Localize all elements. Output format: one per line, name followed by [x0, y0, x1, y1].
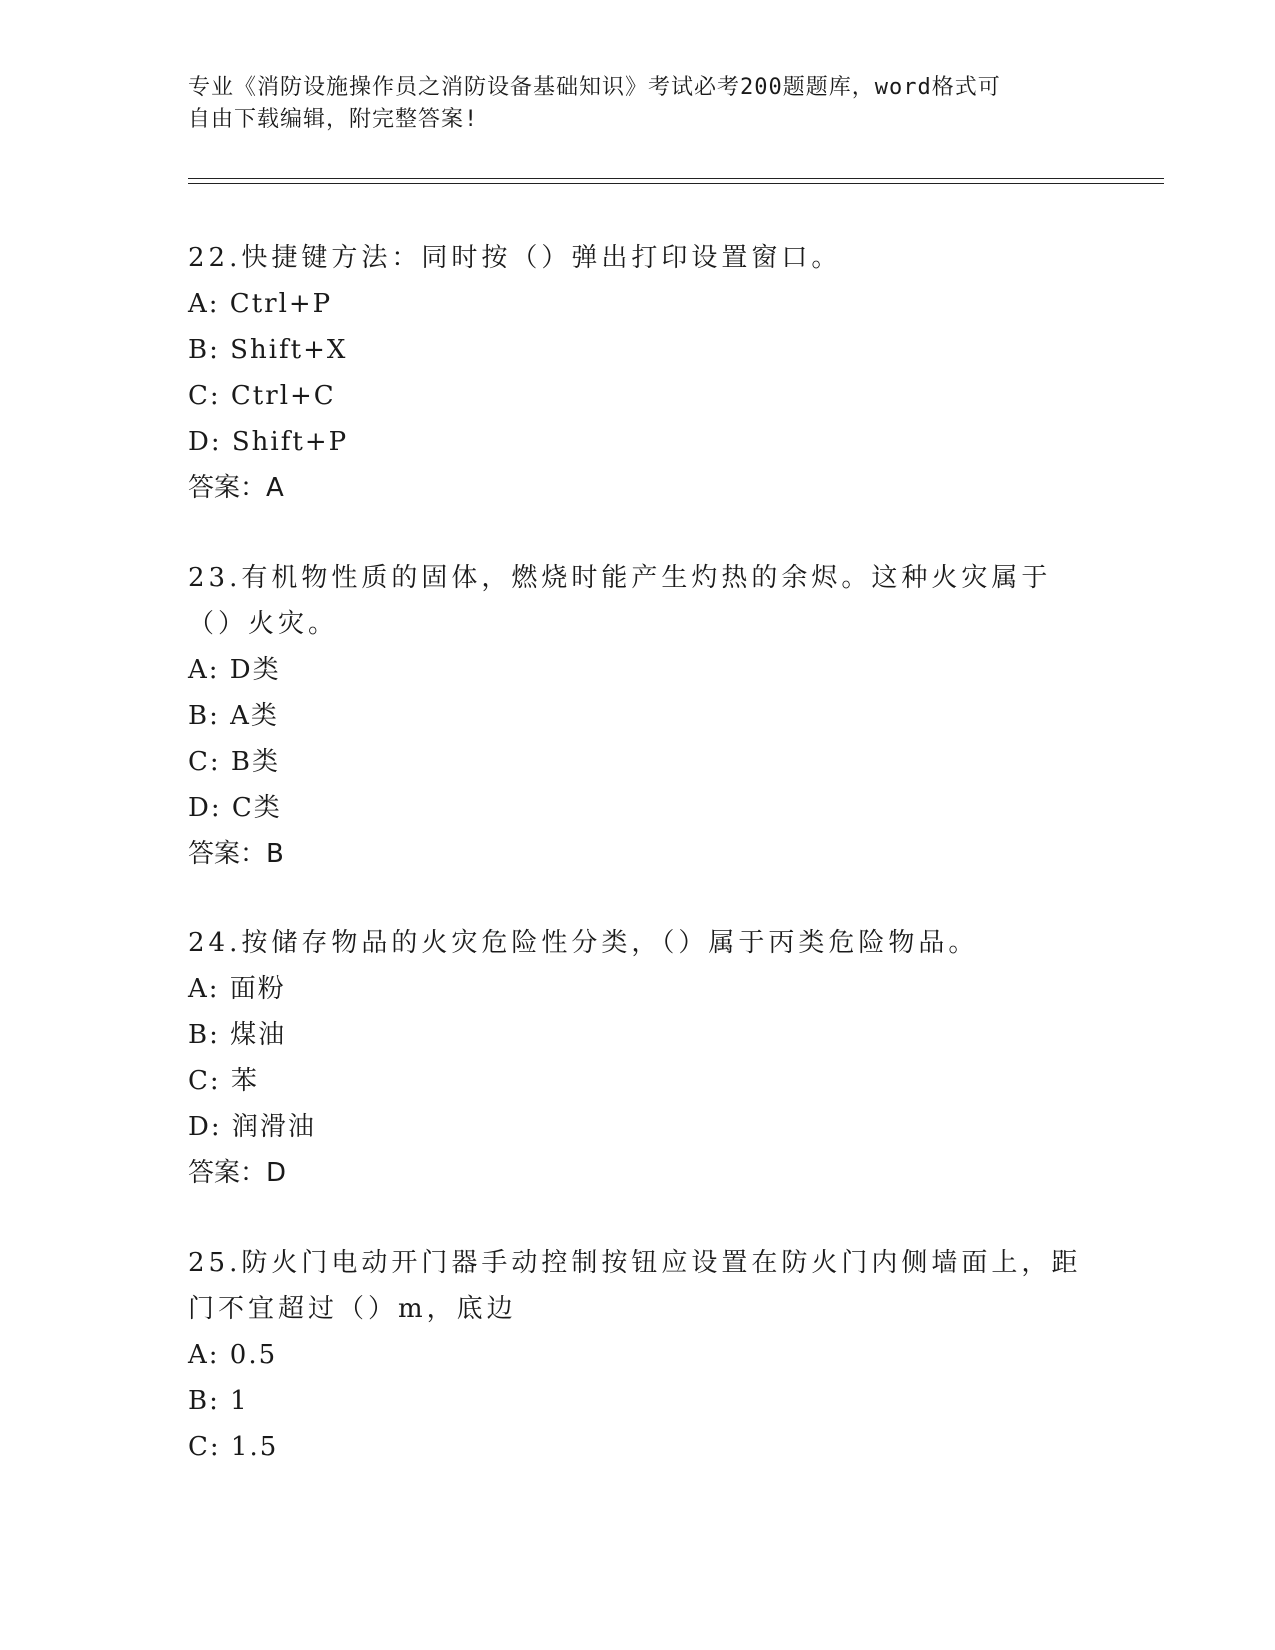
option-c: C: 1.5 — [188, 1432, 279, 1462]
question-24 — [188, 920, 1088, 1196]
option-b: B: 1 — [188, 1386, 249, 1416]
question-stem: 22.快捷键方法：同时按（）弹出打印设置窗口。 — [188, 243, 842, 273]
option-d: D: 润滑油 — [188, 1112, 316, 1142]
header-divider-top — [188, 178, 1164, 179]
option-b: B: Shift+X — [188, 335, 348, 365]
answer-line: 答案：B — [188, 839, 284, 869]
question-stem: 23.有机物性质的固体，燃烧时能产生灼热的余烬。这种火灾属于（）火灾。 — [188, 563, 1052, 639]
option-c: C: B类 — [188, 747, 281, 777]
option-a: A: D类 — [188, 655, 281, 685]
option-a: A: Ctrl+P — [188, 289, 333, 319]
question-stem: 25.防火门电动开门器手动控制按钮应设置在防火门内侧墙面上，距门不宜超过（）m，底边 — [188, 1248, 1082, 1324]
header-divider-bottom — [188, 183, 1164, 184]
document-header — [188, 72, 1088, 136]
question-22 — [188, 235, 1088, 511]
option-b: B: A类 — [188, 701, 279, 731]
option-b: B: 煤油 — [188, 1020, 287, 1050]
answer-line: 答案：D — [188, 1158, 287, 1188]
option-c: C: Ctrl+C — [188, 381, 336, 411]
option-c: C: 苯 — [188, 1066, 259, 1096]
option-d: D: C类 — [188, 793, 282, 823]
header-line-2: 自由下载编辑，附完整答案! — [188, 107, 479, 132]
option-a: A: 面粉 — [188, 974, 286, 1004]
question-23 — [188, 555, 1088, 877]
header-line-1: 专业《消防设施操作员之消防设备基础知识》考试必考200题题库，word格式可 — [188, 75, 1001, 100]
option-a: A: 0.5 — [188, 1340, 278, 1370]
answer-line: 答案：A — [188, 473, 284, 503]
question-stem: 24.按储存物品的火灾危险性分类，（）属于丙类危险物品。 — [188, 928, 979, 958]
option-d: D: Shift+P — [188, 427, 349, 457]
question-25 — [188, 1240, 1088, 1470]
